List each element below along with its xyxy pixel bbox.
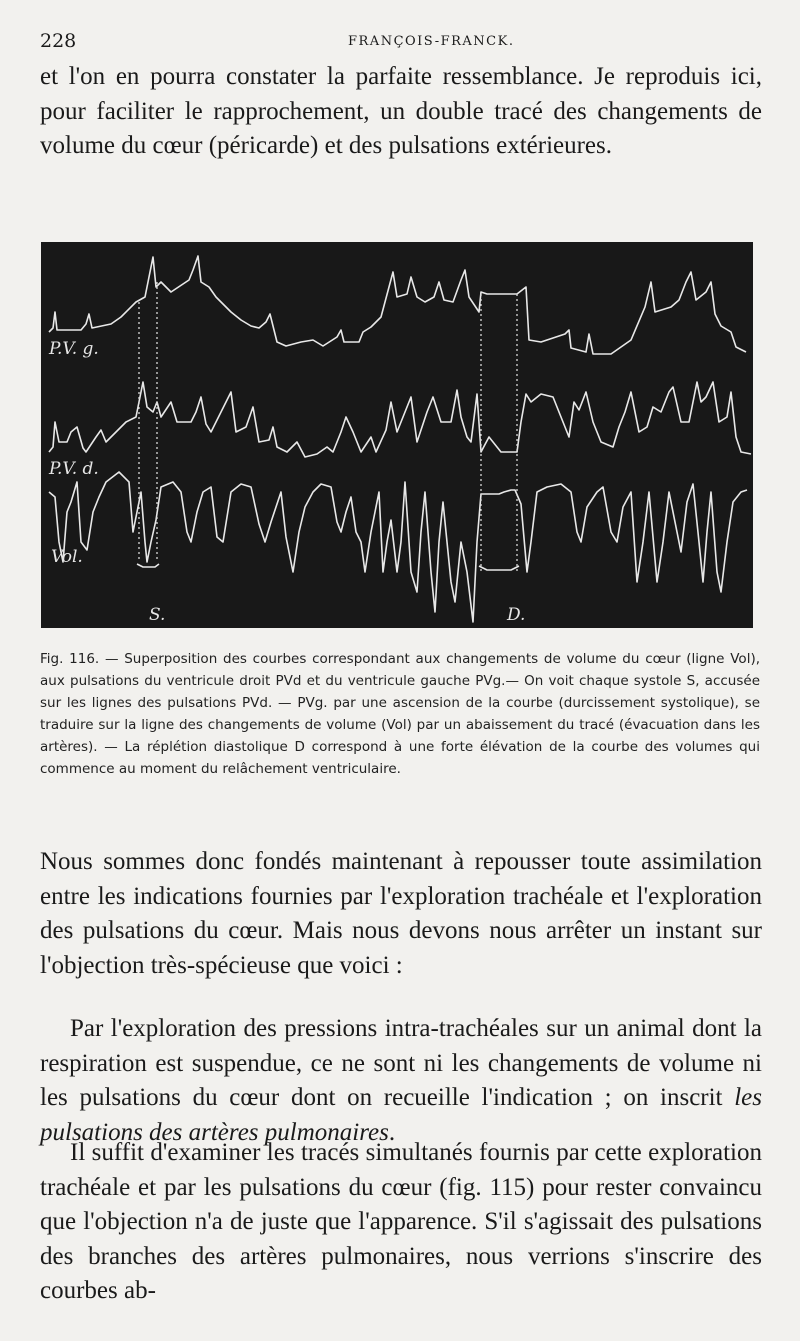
paragraph-intro: et l'on en pourra constater la parfaite ressemblance. Je reproduis ici, pour faciliter le rapprochement, un double tracé des changements de volume du cœur (péricarde) et des pulsations extérieures. (40, 63, 762, 159)
page-number: 228 (40, 30, 77, 52)
systole-marker-s (139, 282, 157, 562)
label-vol: Vol. (51, 547, 83, 567)
tracing-image (41, 242, 753, 628)
running-head-author: FRANÇOIS-FRANCK. (348, 34, 515, 49)
paragraph-assimilation: Nous sommes donc fondés maintenant à repousser toute assimilation entre les indications fournies par l'exploration trachéale et l'exploration des pulsations du cœur. Mais nous devons nous arrêter un instant sur l'objection très-spécieuse que voici : (40, 848, 762, 979)
figure-caption: Fig. 116. — Superposition des courbes correspondant aux changements de volume du cœur (ligne Vol), aux pulsations du ventricule droit PVd et du ventricule gauche PVg.— On voit chaque systole S, accusée sur les lignes des pulsations PVd. — PVg. par une ascension de la courbe (durcissement systolique), se traduire sur la ligne des changements de volume (Vol) par un abaissement du tracé (évacuation dans les artères). — La réplétion diastolique D correspond à une forte élévation de la courbe des volumes qui commence au moment du relâchement ventriculaire. (40, 651, 760, 777)
label-s: S. (149, 605, 166, 625)
running-head (40, 30, 760, 56)
paragraph-objection-italic: les pulsations des artères pulmonaires (40, 1084, 762, 1146)
label-pvg: P.V. g. (49, 339, 99, 359)
d-bracket (479, 566, 519, 570)
trace-pvd (49, 382, 751, 457)
label-pvd: P.V. d. (49, 459, 99, 479)
figure-tracing (41, 242, 753, 628)
trace-vol (49, 472, 747, 622)
trace-pvg (49, 256, 746, 354)
diastole-marker-d (481, 294, 517, 572)
paragraph-objection-end: . (388, 1118, 396, 1146)
label-d: D. (507, 605, 526, 625)
paragraph-objection (40, 1012, 762, 1150)
paragraph-examination: Il suffit d'examiner les tracés simultanés fournis par cette exploration trachéale et par les pulsations du cœur (fig. 115) pour rester convaincu que l'objection n'a de juste que l'apparence. S'il s'agissait des pulsations des branches des artères pulmonaires, nous verrions s'inscrire des courbes ab- (40, 1139, 762, 1304)
paragraph-objection-text: Par l'exploration des pressions intra-trachéales sur un animal dont la respiration est suspendue, ce ne sont ni les changements de volume ni les pulsations du cœur dont on recueille l'indication ; on inscrit (40, 1015, 762, 1111)
s-bracket (137, 564, 159, 567)
